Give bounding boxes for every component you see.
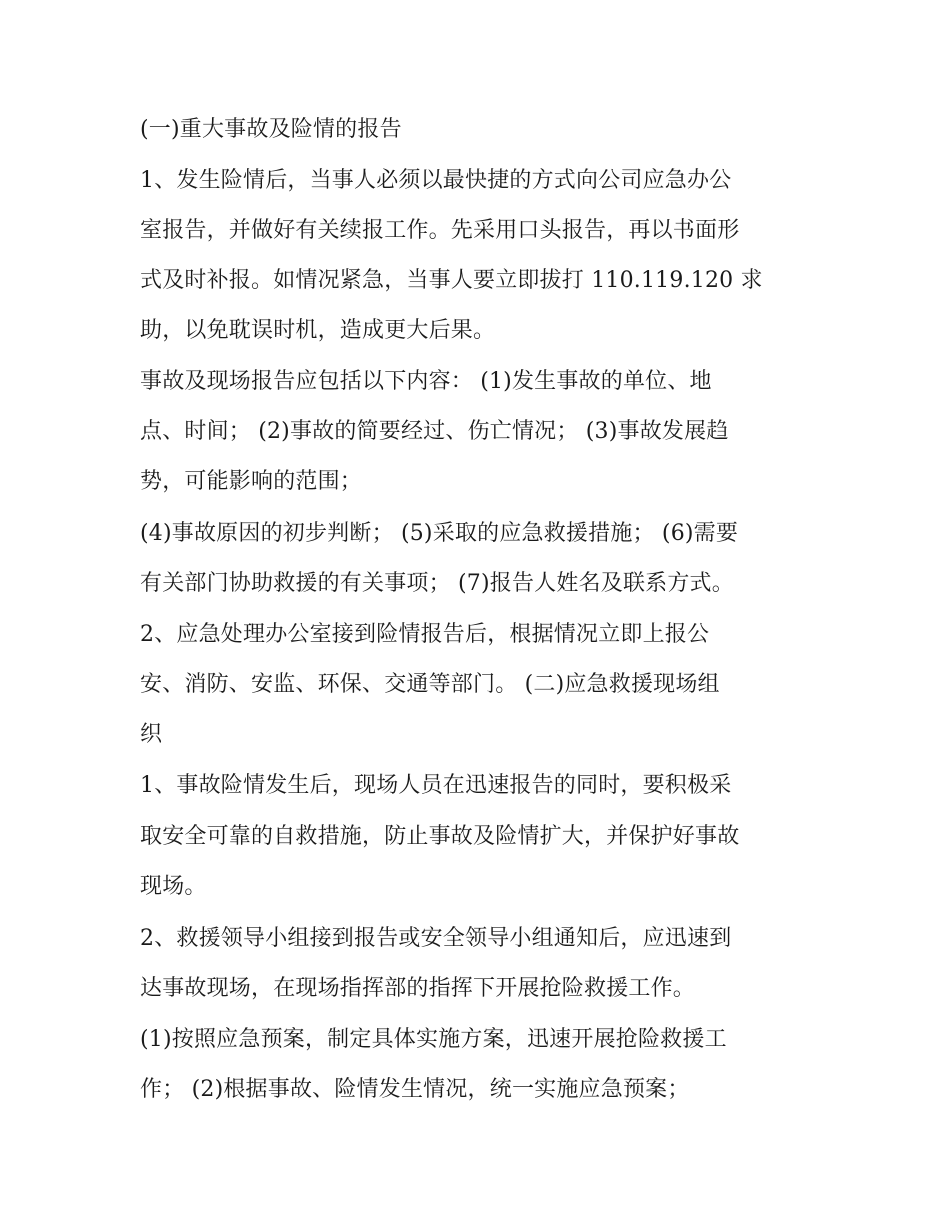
- text-line: 2、应急处理办公室接到险情报告后，根据情况立即上报公: [140, 622, 710, 647]
- text-line: 现场。: [140, 874, 207, 899]
- text-line: 2、救援领导小组接到报告或安全领导小组通知后，应迅速到: [140, 926, 732, 951]
- text-line: 式及时补报。如情况紧急，当事人要立即拔打 110.119.120 求: [140, 268, 763, 293]
- text-line: 织: [140, 722, 163, 747]
- text-line: 取安全可靠的自救措施，防止事故及险情扩大，并保护好事故: [140, 824, 740, 849]
- text-line: 室报告，并做好有关续报工作。先采用口头报告，再以书面形: [140, 218, 740, 243]
- text-line: (1)按照应急预案，制定具体实施方案，迅速开展抢险救援工: [140, 1027, 727, 1052]
- text-line: 事故及现场报告应包括以下内容： (1)发生事故的单位、地: [140, 369, 712, 394]
- section-heading-incident-report: (一)重大事故及险情的报告: [140, 117, 402, 142]
- text-line: 达事故现场，在现场指挥部的指挥下开展抢险救援工作。: [140, 976, 696, 1001]
- text-line: 1、发生险情后，当事人必须以最快捷的方式向公司应急办公: [140, 168, 732, 193]
- text-line: 点、时间； (2)事故的简要经过、伤亡情况； (3)事故发展趋: [140, 419, 729, 444]
- text-line: 有关部门协助救援的有关事项； (7)报告人姓名及联系方式。: [140, 571, 734, 596]
- text-line: 安、消防、安监、环保、交通等部门。 (二)应急救援现场组: [140, 672, 720, 697]
- text-line: 1、事故险情发生后，现场人员在迅速报告的同时，要积极采: [140, 773, 732, 798]
- text-line: 势，可能影响的范围；: [140, 469, 363, 494]
- text-line: (4)事故原因的初步判断； (5)采取的应急救援措施； (6)需要: [140, 521, 739, 546]
- text-line: 助，以免耽误时机，造成更大后果。: [140, 318, 496, 343]
- text-line: 作； (2)根据事故、险情发生情况，统一实施应急预案；: [140, 1077, 690, 1102]
